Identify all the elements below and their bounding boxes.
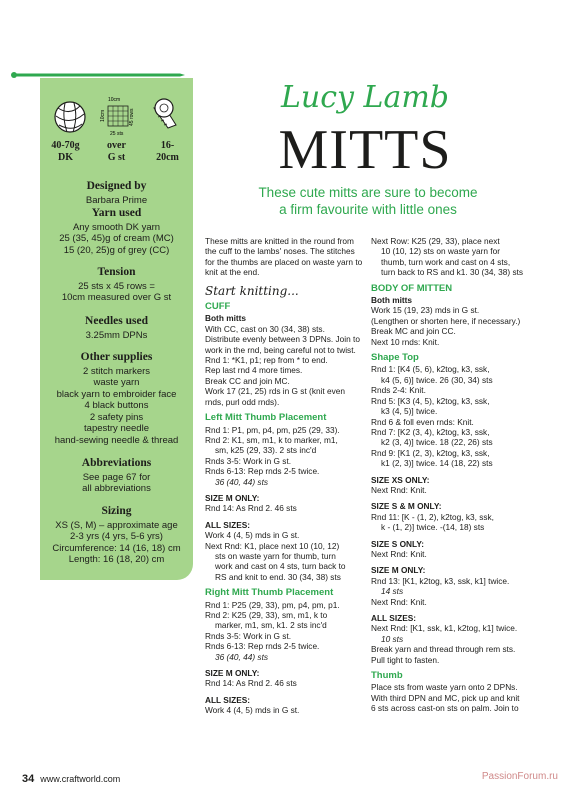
tension-square-icon [100,97,135,137]
section-heading: Thumb [371,670,403,682]
section-heading: Sizing [101,505,132,517]
section-heading: Designed by [86,180,147,192]
section-heading: Right Mitt Thumb Placement [205,587,334,599]
script-title: Lucy Lamb [281,80,449,115]
swatch-label-top: 10cm [108,97,121,103]
tension-section: Tension 25 sts x 45 rows = 10cm measured over G st [40,267,193,304]
weight-spec: 40-70g DK [51,140,80,163]
other-supplies-section: Other supplies 2 stitch markers waste yarn black yarn to embroider face 4 black buttons 2 safety pins tapestry needle hand-sewing needle & thread [40,352,193,446]
section-heading: Abbreviations [81,457,152,469]
page-title: MITTS [278,119,452,181]
swatch-label-left: 10cm [100,109,106,122]
swatch-label-right: 45 rows [129,108,135,126]
site-link[interactable]: www.craftworld.com [40,774,121,784]
watermark: PassionForum.ru [481,771,558,782]
swatch-label-bottom: 25 sts [110,131,124,137]
needles-section: Needles used 3.25mm DPNs [40,316,193,341]
intro-text: These mitts are knitted in the round from the cuff to the lambs' noses. The stitches for the thumbs are placed on waste yarn to knit at the end. [205,236,363,278]
page-footer [22,773,120,785]
start-heading: Start knitting... [205,283,299,298]
section-heading: Yarn used [91,207,142,219]
section-heading: CUFF [205,301,231,313]
pattern-column-2: Next Row: K25 (29, 33), place next 10 (10, 12) sts on waste yarn for thumb, turn work and cast on 4 sts, turn back to RS and k1. 30 (34, 38) sts BODY OF MITTEN Both mitts Work 15 (19, 23) mds in G st. (Lengthen or shorten here, if necessary.) Break MC and join CC. Next 10 rnds: Knit. Shape Top Rnd 1: [K4 (5, 6), k2tog, k3, ssk, k4 (5, 6)] twice. 26 (30, 34) sts Rnds 2-4: Knit. Rnd 5: [K3 (4, 5), k2tog, k3, ssk, k3 (4, 5)] twice. Rnd 6 & foll even rnds: Knit. Rnd 7: [K2 (3, 4), k2tog, k3, ssk, k2 (3, 4)] twice. 18 (22, 26) sts Rnd 9: [K1 (2, 3), k2tog, k3, ssk, k1 (2, 3)] twice. 14 (18, 22) sts SIZE XS ONLY: Next Rnd: Knit. SIZE S & M ONLY: Rnd 11: [K - (1, 2), k2tog, k3, ssk, k - (1, 2)] twice. -(14, 18) sts SIZE S ONLY: Next Rnd: Knit. SIZE M ONLY: Rnd 13: [K1, k2tog, k3, ssk, k1] twice. 14 sts Next Rnd: Knit. ALL SIZES: Next Rnd: [K1, ssk, k1, k2tog, k1] twice. 10 sts Break yarn and thread through rem sts. Pull tight to fasten. Thumb Place sts from waste yarn onto 2 DPNs. With third DPN and MC, pick up and knit 6 sts across cast-on sts on palm. Join to [371,236,536,714]
gauge-spec: over G st [107,140,126,163]
sizing-section: Sizing XS (S, M) – approximate age 2-3 yrs (4 yrs, 5-6 yrs) Circumference: 14 (16, 18) cm Length: 16 (18, 20) cm [40,506,193,566]
section-heading: BODY OF MITTEN [371,282,453,294]
section-heading: Tension [97,266,136,278]
designed-by-section [40,181,193,206]
spec-summary [40,140,193,174]
pattern-column-1: These mitts are knitted in the round from the cuff to the lambs' noses. The stitches for the thumbs are placed on waste yarn to knit at the end. Start knitting... CUFF Both mitts With CC, cast on 30 (34, 38) sts. Distribute evenly between 3 DPNs. Join to work in the rnd, being careful not to twist. Rnd 1: *K1, p1; rep from * to end. Rep last rnd 4 more times. Break CC and join MC. Work 17 (21, 25) rds in G st (knit even rnds, purl odd rnds). Left Mitt Thumb Placement Rnd 1: P1, pm, p4, pm, p25 (29, 33). Rnd 2: K1, sm, m1, k to marker, m1, sm, k25 (29, 33). 2 sts inc'd Rnds 3-5: Work in G st. Rnds 6-13: Rep rnds 2-5 twice. 36 (40, 44) sts SIZE M ONLY: Rnd 14: As Rnd 2. 46 sts ALL SIZES: Work 4 (4, 5) mds in G st. Next Rnd: K1, place next 10 (10, 12) sts on waste yarn for thumb, turn work and cast on 4 sts, turn back to RS and knit to end. 30 (34, 38) sts Right Mitt Thumb Placement Rnd 1: P25 (29, 33), pm, p4, pm, p1. Rnd 2: K25 (29, 33), sm, m1, k to marker, m1, sm, k1. 2 sts inc'd Rnds 3-5: Work in G st. Rnds 6-13: Rep rnds 2-5 twice. 36 (40, 44) sts SIZE M ONLY: Rnd 14: As Rnd 2. 46 sts ALL SIZES: Work 4 (4, 5) mds in G st. [205,236,363,716]
subtitle: These cute mitts are sure to become a firm favourite with little ones [258,185,478,217]
page-number: 34 [22,773,35,785]
spec-icons [40,92,193,142]
section-heading: Shape Top [371,352,419,364]
section-heading: Left Mitt Thumb Placement [205,412,327,424]
abbreviations-section: Abbreviations See page 67 for all abbreviations [40,458,193,495]
yarn-ball-icon [55,102,85,132]
yarn-section: Yarn used Any smooth DK yarn 25 (35, 45)g of cream (MC) 15 (20, 25)g of grey (CC) [40,208,193,256]
section-heading: Other supplies [80,351,153,363]
length-spec: 16- 20cm [156,140,179,163]
tape-measure-icon [154,99,176,128]
designer-name: Barbara Prime [85,194,148,206]
section-heading: Needles used [85,315,148,327]
